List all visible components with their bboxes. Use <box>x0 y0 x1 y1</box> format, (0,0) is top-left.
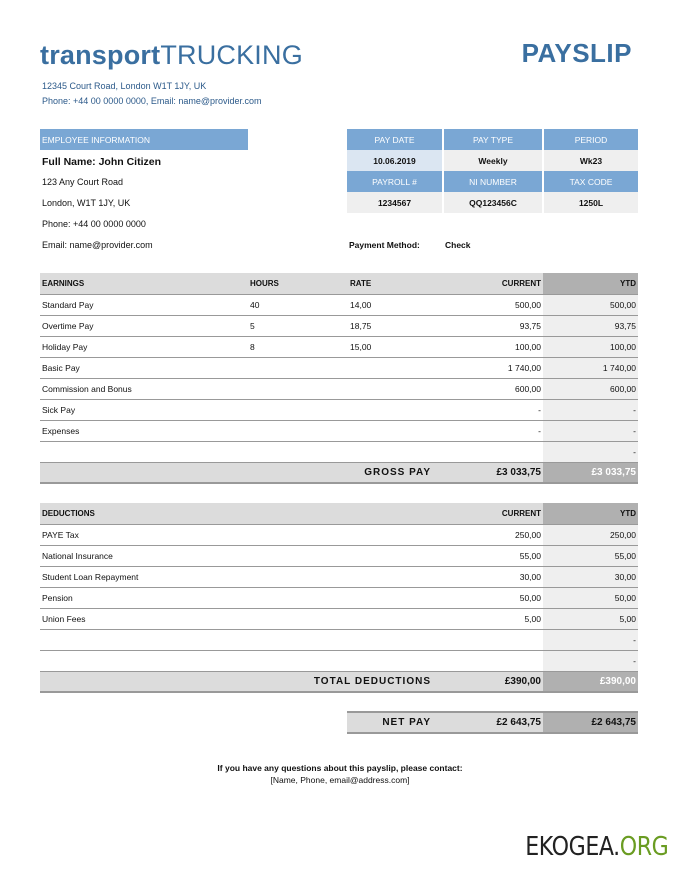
earnings-row <box>40 336 638 357</box>
earnings-row <box>40 294 638 315</box>
deduction-current: 50,00 <box>443 587 543 608</box>
earnings-column-header: EARNINGS <box>40 273 248 294</box>
earnings-row <box>40 399 638 420</box>
deduction-row <box>40 566 638 587</box>
earning-name: Standard Pay <box>40 294 248 315</box>
period-value: Wk23 <box>544 150 638 171</box>
deduction-ytd: 250,00 <box>543 524 638 545</box>
deduction-name: Student Loan Repayment <box>40 566 443 587</box>
ni-value: QQ123456C <box>444 192 542 213</box>
earnings-column-header: CURRENT <box>443 273 543 294</box>
earning-name <box>40 441 248 462</box>
logo-bold: transport <box>40 40 161 70</box>
ni-label: NI NUMBER <box>444 171 542 192</box>
gross-pay-current: £3 033,75 <box>443 462 543 483</box>
deduction-current: 30,00 <box>443 566 543 587</box>
earning-rate <box>348 357 443 378</box>
deduction-ytd: 55,00 <box>543 545 638 566</box>
earning-name: Holiday Pay <box>40 336 248 357</box>
earning-rate <box>348 399 443 420</box>
earning-hours <box>248 420 348 441</box>
earnings-column-header: RATE <box>348 273 443 294</box>
deductions-header-row <box>40 503 638 524</box>
deduction-current <box>443 650 543 671</box>
earning-ytd: 600,00 <box>543 378 638 399</box>
payment-method-label: Payment Method: <box>349 240 420 250</box>
earning-ytd: - <box>543 441 638 462</box>
tax-code-label: TAX CODE <box>544 171 638 192</box>
earning-current <box>443 441 543 462</box>
net-pay-label: NET PAY <box>347 712 443 733</box>
deduction-ytd: - <box>543 629 638 650</box>
deduction-name: Pension <box>40 587 443 608</box>
earning-rate: 14,00 <box>348 294 443 315</box>
earning-name: Sick Pay <box>40 399 248 420</box>
earning-current: - <box>443 399 543 420</box>
employee-name: Full Name: John Citizen <box>42 156 162 168</box>
deduction-ytd: 30,00 <box>543 566 638 587</box>
earning-rate <box>348 420 443 441</box>
earning-hours: 8 <box>248 336 348 357</box>
earning-current: 93,75 <box>443 315 543 336</box>
period-label: PERIOD <box>544 129 638 150</box>
total-deductions-label: TOTAL DEDUCTIONS <box>40 671 443 692</box>
deduction-name: Union Fees <box>40 608 443 629</box>
earning-hours <box>248 441 348 462</box>
company-logo <box>40 40 303 71</box>
watermark-accent: ORG <box>619 832 668 862</box>
deduction-ytd: - <box>543 650 638 671</box>
deduction-name <box>40 650 443 671</box>
net-pay-ytd: £2 643,75 <box>543 712 638 733</box>
footer-contact: [Name, Phone, email@address.com] <box>270 775 410 785</box>
employee-email: Email: name@provider.com <box>42 240 153 250</box>
deduction-current: 55,00 <box>443 545 543 566</box>
deduction-name: National Insurance <box>40 545 443 566</box>
footer-question: If you have any questions about this payslip, please contact: <box>217 763 463 773</box>
deduction-row <box>40 608 638 629</box>
earnings-header-row <box>40 273 638 294</box>
earnings-row <box>40 378 638 399</box>
earnings-table <box>40 273 638 484</box>
deduction-ytd: 5,00 <box>543 608 638 629</box>
earning-rate: 18,75 <box>348 315 443 336</box>
deduction-current <box>443 629 543 650</box>
pay-date-label: PAY DATE <box>347 129 442 150</box>
earning-ytd: 93,75 <box>543 315 638 336</box>
total-deductions-current: £390,00 <box>443 671 543 692</box>
net-pay-current: £2 643,75 <box>443 712 543 733</box>
earning-current: 500,00 <box>443 294 543 315</box>
pay-info-grid <box>347 129 638 213</box>
net-pay-table <box>347 711 638 734</box>
gross-pay-row <box>40 462 638 483</box>
payroll-label: PAYROLL # <box>347 171 442 192</box>
earnings-row <box>40 441 638 462</box>
company-address: 12345 Court Road, London W1T 1JY, UK <box>42 81 207 91</box>
deduction-row <box>40 587 638 608</box>
gross-pay-ytd: £3 033,75 <box>543 462 638 483</box>
watermark-logo <box>525 832 668 862</box>
earning-rate <box>348 378 443 399</box>
company-contact: Phone: +44 00 0000 0000, Email: name@provider.com <box>42 96 262 106</box>
total-deductions-row <box>40 671 638 692</box>
deductions-table <box>40 503 638 693</box>
employee-phone: Phone: +44 00 0000 0000 <box>42 219 146 229</box>
earning-rate: 15,00 <box>348 336 443 357</box>
earnings-row <box>40 420 638 441</box>
earning-rate <box>348 441 443 462</box>
watermark-main: EKOGEA. <box>524 832 620 862</box>
page-title: PAYSLIP <box>521 38 632 68</box>
earning-ytd: - <box>543 399 638 420</box>
employee-info-header: EMPLOYEE INFORMATION <box>40 129 248 150</box>
total-deductions-ytd: £390,00 <box>543 671 638 692</box>
deductions-column-header: YTD <box>543 503 638 524</box>
earning-name: Basic Pay <box>40 357 248 378</box>
tax-code-value: 1250L <box>544 192 638 213</box>
earning-current: 1 740,00 <box>443 357 543 378</box>
deductions-column-header: CURRENT <box>443 503 543 524</box>
earnings-row <box>40 315 638 336</box>
earning-ytd: 500,00 <box>543 294 638 315</box>
logo-light: TRUCKING <box>160 40 303 70</box>
earning-name: Expenses <box>40 420 248 441</box>
employee-address1: 123 Any Court Road <box>42 177 124 187</box>
earning-ytd: 1 740,00 <box>543 357 638 378</box>
deduction-current: 250,00 <box>443 524 543 545</box>
deduction-row <box>40 545 638 566</box>
pay-type-value: Weekly <box>444 150 542 171</box>
deduction-ytd: 50,00 <box>543 587 638 608</box>
deduction-current: 5,00 <box>443 608 543 629</box>
deduction-row <box>40 629 638 650</box>
deduction-name: PAYE Tax <box>40 524 443 545</box>
deduction-name <box>40 629 443 650</box>
earning-current: 600,00 <box>443 378 543 399</box>
gross-pay-label: GROSS PAY <box>40 462 443 483</box>
earning-ytd: 100,00 <box>543 336 638 357</box>
deduction-row <box>40 524 638 545</box>
earning-current: - <box>443 420 543 441</box>
earning-name: Overtime Pay <box>40 315 248 336</box>
payment-method-value: Check <box>445 240 471 250</box>
employee-address2: London, W1T 1JY, UK <box>42 198 131 208</box>
earning-hours <box>248 378 348 399</box>
earnings-row <box>40 357 638 378</box>
payroll-value: 1234567 <box>347 192 442 213</box>
earning-hours <box>248 357 348 378</box>
earning-name: Commission and Bonus <box>40 378 248 399</box>
earning-hours: 40 <box>248 294 348 315</box>
deductions-column-header: DEDUCTIONS <box>40 503 443 524</box>
earning-ytd: - <box>543 420 638 441</box>
earnings-column-header: YTD <box>543 273 638 294</box>
earning-hours <box>248 399 348 420</box>
earning-current: 100,00 <box>443 336 543 357</box>
earning-hours: 5 <box>248 315 348 336</box>
deduction-row <box>40 650 638 671</box>
pay-date-value: 10.06.2019 <box>347 150 442 171</box>
pay-type-label: PAY TYPE <box>444 129 542 150</box>
earnings-column-header: HOURS <box>248 273 348 294</box>
